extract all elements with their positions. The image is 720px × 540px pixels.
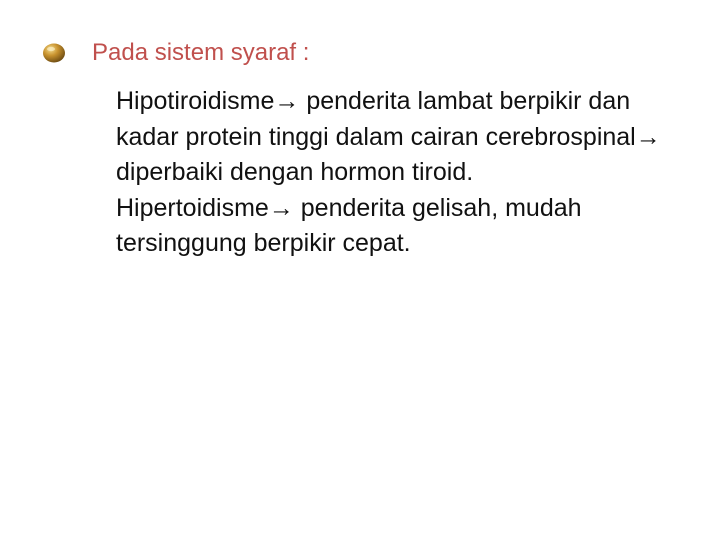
bullet-orb-icon	[42, 42, 66, 64]
paragraph-hipertoidisme: Hipertoidisme→ penderita gelisah, mudah tersinggung berpikir cepat.	[116, 193, 582, 257]
paragraph-hipotiroidisme: Hipotiroidisme→ penderita lambat berpikir dan kadar protein tinggi dalam cairan cerebrospinal→ diperbaiki dengan hormon tiroid.	[116, 87, 661, 186]
slide-body	[116, 84, 676, 262]
slide-heading: Pada sistem syaraf :	[92, 39, 310, 66]
